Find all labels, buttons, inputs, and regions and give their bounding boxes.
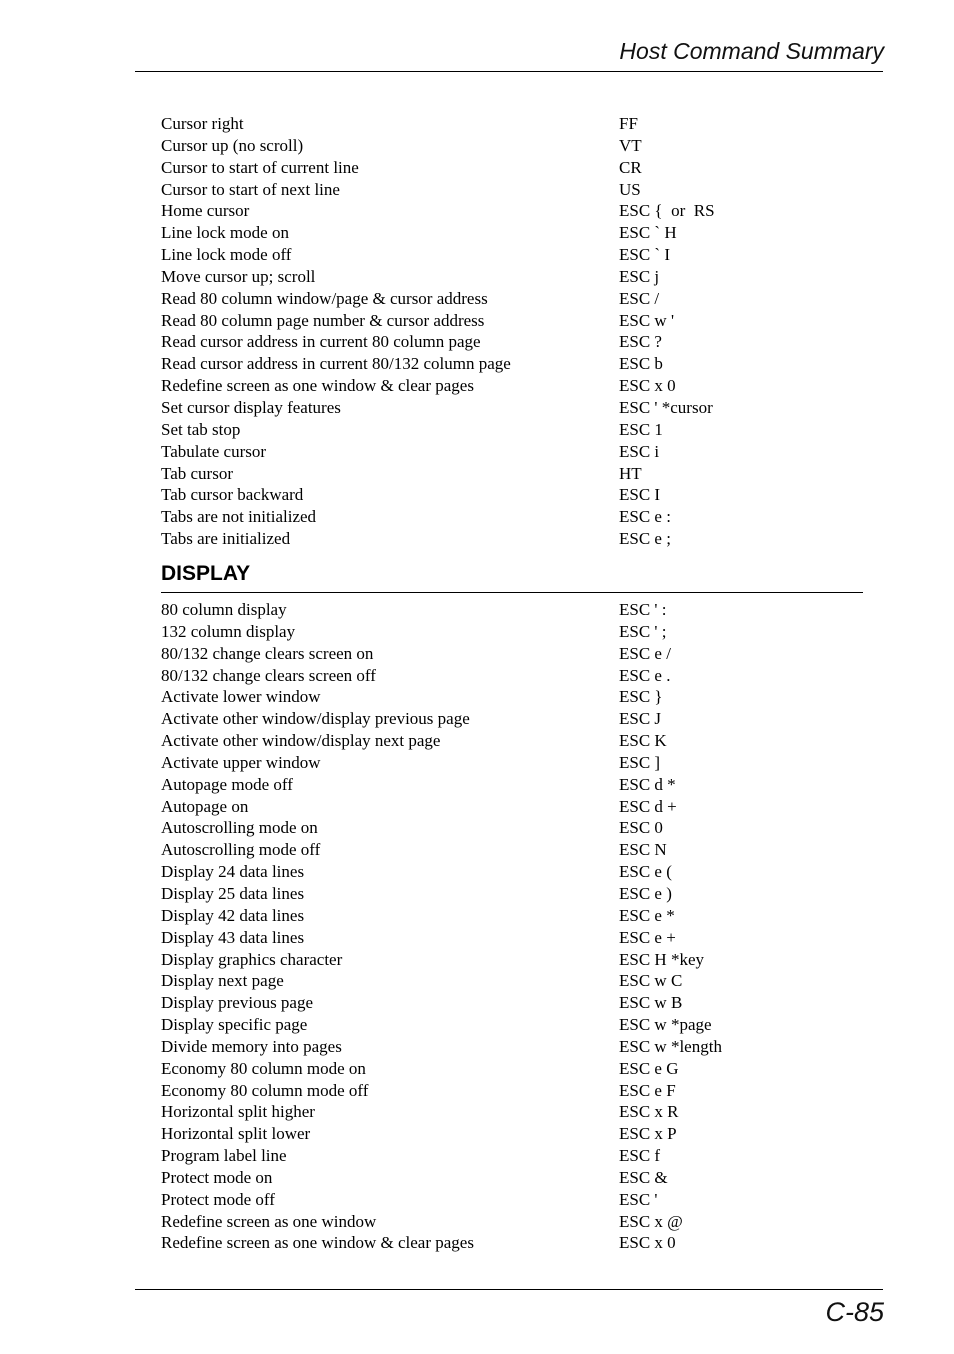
- command-code: ESC J: [619, 709, 662, 729]
- command-description: Cursor right: [161, 114, 244, 133]
- command-row: [161, 905, 863, 927]
- command-code: ESC ' *cursor: [619, 397, 713, 417]
- command-description: Home cursor: [161, 201, 250, 221]
- command-description: Set tab stop: [161, 419, 241, 439]
- command-code: ESC e /: [619, 643, 671, 663]
- command-code: ESC }: [619, 687, 663, 707]
- command-row: [161, 708, 863, 730]
- command-description: Display specific page: [161, 1015, 308, 1035]
- command-code: ESC x 0: [619, 376, 676, 396]
- command-description: Display graphics character: [161, 949, 343, 969]
- command-description: Horizontal split lower: [161, 1124, 311, 1144]
- command-code: ESC 0: [619, 818, 663, 838]
- command-row: [161, 796, 863, 818]
- command-code: ESC ` H: [619, 223, 677, 243]
- command-code: ESC w *page: [619, 1015, 712, 1035]
- command-description: Divide memory into pages: [161, 1036, 342, 1056]
- command-description: Display previous page: [161, 993, 314, 1013]
- command-code: CR: [619, 157, 642, 177]
- command-description: Tab cursor backward: [161, 485, 304, 505]
- command-row: [161, 1167, 863, 1189]
- command-code: ESC e .: [619, 665, 671, 685]
- command-description: Tabs are initialized: [161, 529, 291, 549]
- command-row: [161, 949, 863, 971]
- command-row: [161, 817, 863, 839]
- command-description: Display 43 data lines: [161, 927, 305, 947]
- command-code: ESC d *: [619, 774, 676, 794]
- command-row: [161, 839, 863, 861]
- command-description: Redefine screen as one window: [161, 1211, 377, 1231]
- command-code: ESC ' ;: [619, 621, 667, 641]
- command-code: ESC d +: [619, 796, 677, 816]
- command-description: Set cursor display features: [161, 397, 341, 417]
- command-description: 80/132 change clears screen off: [161, 665, 376, 685]
- command-description: Protect mode off: [161, 1189, 275, 1209]
- command-row: [161, 441, 863, 463]
- command-description: Read cursor address in current 80/132 column page: [161, 354, 511, 374]
- command-code: ESC e G: [619, 1058, 679, 1078]
- command-description: Activate upper window: [161, 752, 321, 772]
- command-code: ESC i: [619, 441, 660, 461]
- command-description: Activate other window/display next page: [161, 731, 441, 751]
- command-description: Tabs are not initialized: [161, 507, 317, 527]
- command-code: ESC ': [619, 1189, 658, 1209]
- command-description: Activate lower window: [161, 687, 321, 707]
- command-row: [161, 970, 863, 992]
- command-description: Economy 80 column mode on: [161, 1058, 366, 1078]
- command-code: ESC { or RS: [619, 201, 715, 221]
- command-row: [161, 621, 863, 643]
- command-description: Autopage on: [161, 796, 249, 816]
- command-code: ESC j: [619, 266, 660, 286]
- command-code: VT: [619, 135, 642, 155]
- command-description: Display 24 data lines: [161, 862, 305, 882]
- command-row: [161, 1014, 863, 1036]
- command-description: Cursor up (no scroll): [161, 135, 304, 155]
- command-row: [161, 222, 863, 244]
- command-row: [161, 397, 863, 419]
- command-row: [161, 1101, 863, 1123]
- command-code: ESC N: [619, 840, 667, 860]
- command-code: ESC ' :: [619, 600, 667, 619]
- command-code: ESC w *length: [619, 1036, 722, 1056]
- command-row: [161, 179, 863, 201]
- command-row: [161, 752, 863, 774]
- command-row: [161, 1036, 863, 1058]
- command-code: ESC e F: [619, 1080, 676, 1100]
- command-description: Display 25 data lines: [161, 883, 305, 903]
- command-row: [161, 135, 863, 157]
- command-row: [161, 200, 863, 222]
- footer-rule: [135, 1289, 883, 1290]
- command-row: [161, 1145, 863, 1167]
- command-description: 80 column display: [161, 600, 287, 619]
- command-code: ESC e ): [619, 883, 672, 903]
- command-row: [161, 463, 863, 485]
- command-row: [161, 774, 863, 796]
- command-description: Economy 80 column mode off: [161, 1080, 369, 1100]
- command-code: ESC K: [619, 731, 667, 751]
- command-description: Activate other window/display previous page: [161, 709, 470, 729]
- command-description: Read 80 column window/page & cursor address: [161, 288, 488, 308]
- section-title-display: DISPLAY: [161, 562, 251, 585]
- header-rule: [135, 71, 883, 72]
- cursor-command-list: [161, 113, 863, 550]
- command-description: Line lock mode on: [161, 223, 289, 243]
- command-row: [161, 861, 863, 883]
- command-row: [161, 927, 863, 949]
- command-code: ESC e :: [619, 507, 671, 527]
- command-code: ESC H *key: [619, 949, 704, 969]
- command-row: [161, 1232, 863, 1254]
- command-row: [161, 1058, 863, 1080]
- command-description: Horizontal split higher: [161, 1102, 315, 1122]
- command-row: [161, 992, 863, 1014]
- command-code: HT: [619, 463, 642, 483]
- command-code: ESC e +: [619, 927, 676, 947]
- command-row: [161, 484, 863, 506]
- command-description: Cursor to start of current line: [161, 157, 359, 177]
- command-code: ESC ]: [619, 752, 661, 772]
- command-row: [161, 244, 863, 266]
- command-description: Redefine screen as one window & clear pages: [161, 1233, 474, 1253]
- page-header-title: Host Command Summary: [619, 38, 884, 64]
- section-rule: [161, 592, 863, 593]
- command-row: [161, 686, 863, 708]
- command-code: ESC x P: [619, 1124, 677, 1144]
- command-row: [161, 266, 863, 288]
- command-code: FF: [619, 114, 638, 133]
- command-code: ESC e *: [619, 905, 675, 925]
- page-number: C-85: [825, 1297, 884, 1327]
- command-row: [161, 665, 863, 687]
- command-row: [161, 528, 863, 550]
- command-description: Cursor to start of next line: [161, 179, 340, 199]
- command-description: Tab cursor: [161, 463, 233, 483]
- command-row: [161, 419, 863, 441]
- command-row: [161, 1123, 863, 1145]
- command-row: [161, 113, 863, 135]
- command-row: [161, 883, 863, 905]
- command-code: ESC b: [619, 354, 663, 374]
- command-code: ESC e (: [619, 862, 672, 882]
- command-description: Protect mode on: [161, 1167, 273, 1187]
- command-code: ESC x 0: [619, 1233, 676, 1253]
- command-row: [161, 643, 863, 665]
- command-description: Autoscrolling mode on: [161, 818, 318, 838]
- command-code: ESC x R: [619, 1102, 679, 1122]
- command-description: Tabulate cursor: [161, 441, 267, 461]
- command-code: ESC ` I: [619, 245, 670, 265]
- command-description: Autopage mode off: [161, 774, 293, 794]
- command-code: ESC 1: [619, 419, 663, 439]
- display-command-list: [161, 599, 863, 1254]
- command-row: [161, 599, 863, 621]
- command-description: Autoscrolling mode off: [161, 840, 321, 860]
- command-description: Move cursor up; scroll: [161, 266, 316, 286]
- command-row: [161, 1080, 863, 1102]
- command-row: [161, 353, 863, 375]
- command-code: ESC /: [619, 288, 660, 308]
- command-description: 132 column display: [161, 621, 296, 641]
- command-row: [161, 730, 863, 752]
- command-code: ESC x @: [619, 1211, 683, 1231]
- command-code: US: [619, 179, 641, 199]
- command-row: [161, 288, 863, 310]
- command-description: Display 42 data lines: [161, 905, 305, 925]
- command-description: Line lock mode off: [161, 245, 292, 265]
- command-code: ESC I: [619, 485, 661, 505]
- command-code: ESC w C: [619, 971, 683, 991]
- command-row: [161, 1211, 863, 1233]
- command-description: Display next page: [161, 971, 284, 991]
- command-row: [161, 1189, 863, 1211]
- command-code: ESC ?: [619, 332, 662, 352]
- command-row: [161, 506, 863, 528]
- command-code: ESC &: [619, 1167, 668, 1187]
- command-description: Program label line: [161, 1146, 287, 1166]
- command-row: [161, 331, 863, 353]
- command-code: ESC f: [619, 1146, 661, 1166]
- command-row: [161, 157, 863, 179]
- command-code: ESC w ': [619, 310, 675, 330]
- command-row: [161, 375, 863, 397]
- command-description: Redefine screen as one window & clear pages: [161, 376, 474, 396]
- command-code: ESC e ;: [619, 529, 671, 549]
- command-description: 80/132 change clears screen on: [161, 643, 374, 663]
- command-row: [161, 310, 863, 332]
- command-description: Read 80 column page number & cursor address: [161, 310, 485, 330]
- command-description: Read cursor address in current 80 column page: [161, 332, 481, 352]
- command-code: ESC w B: [619, 993, 683, 1013]
